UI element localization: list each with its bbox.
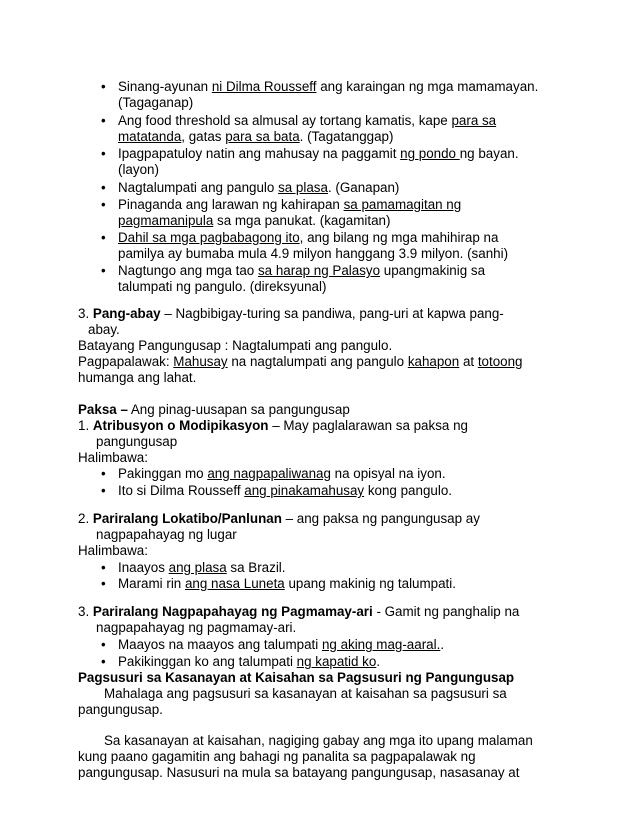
bullet-glyph: • (101, 637, 106, 652)
underlined-phrase: totoong (477, 354, 523, 369)
underlined-phrase: sa plasa (278, 180, 328, 195)
list-item (118, 197, 461, 213)
item1-cont: pangungusap (96, 434, 178, 449)
item2-term: Pariralang Lokatibo/Panlunan (92, 511, 282, 526)
list-item (118, 560, 286, 576)
list-item (118, 113, 496, 129)
list-item-cont (118, 279, 326, 295)
bullet-glyph: • (101, 230, 106, 245)
bullet-glyph: • (101, 197, 106, 212)
text-segment: Marami rin (118, 576, 185, 591)
pagsusuri-p2-line1: Sa kasanayan at kaisahan, nagiging gabay ang mga ito upang malaman (104, 733, 533, 748)
text-segment: talumpati ng pangulo. (direksyunal) (118, 279, 327, 294)
underlined-phrase: sa harap ng Palasyo (257, 263, 381, 278)
underlined-phrase: Mahusay (173, 354, 228, 369)
list-item (118, 483, 452, 499)
text-segment: Maayos na maayos ang talumpati (118, 637, 322, 652)
underlined-phrase: Dahil sa mga pagbabagong ito (118, 230, 300, 245)
text-segment: . (440, 637, 445, 652)
list-item (118, 146, 519, 162)
text-segment: sa Brazil. (226, 560, 286, 575)
item2-cont: nagpapahayag ng lugar (96, 527, 237, 542)
text-segment: . (Tagatanggap) (299, 129, 394, 144)
item2-halimbawa: Halimbawa: (78, 543, 148, 558)
item3-cont: nagpapahayag ng pagmamay-ari. (96, 620, 297, 635)
pang-abay-heading: 3. Pang-abay – Nagbibigay-turing sa pandiwa, pang-uri at kapwa pang- (78, 306, 504, 321)
item1-term: Atribusyon o Modipikasyon (92, 418, 269, 433)
bullet-glyph: • (101, 560, 106, 575)
list-item (118, 230, 498, 246)
pagsusuri-p2-line3: pangungusap. Nasusuri na mula sa batayang pangungusap, nasasanay at (78, 765, 520, 780)
text-segment: Nagtalumpati ang pangulo (118, 180, 279, 195)
bullet-glyph: • (101, 466, 106, 481)
text-segment: ang karaingan ng mga mamamayan. (316, 79, 539, 94)
text-segment: Inaayos (118, 560, 169, 575)
text-segment: na opisyal na iyon. (330, 466, 446, 481)
list-item (118, 576, 456, 592)
paksa-heading: Paksa – Ang pinag-uusapan sa pangungusap (78, 402, 350, 417)
pagpapalawak (78, 354, 523, 370)
text-segment: (layon) (118, 162, 159, 177)
text-segment: Pakinggan mo (118, 466, 208, 481)
text-segment: upangmakinig sa (380, 263, 486, 278)
bullet-glyph: • (101, 79, 106, 94)
bullet-glyph: • (101, 146, 106, 161)
text-segment: sa mga panukat. (kagamitan) (213, 213, 391, 228)
text-segment: , ang bilang ng mga mahihirap na (299, 230, 499, 245)
bullet-glyph: • (101, 654, 106, 669)
underlined-phrase: kahapon (407, 354, 460, 369)
text-segment: na nagtalumpati ang pangulo (227, 354, 408, 369)
pagsusuri-p1-line2: pangungusap. (78, 702, 163, 717)
text-segment: Pakikinggan ko ang talumpati (118, 654, 297, 669)
list-item-cont (118, 246, 508, 262)
underlined-phrase: ang nagpapaliwanag (207, 466, 331, 481)
list-item (118, 654, 380, 670)
bullet-glyph: • (101, 263, 106, 278)
underlined-phrase: ang pinakamahusay (244, 483, 365, 498)
text-segment: , gatas (181, 129, 226, 144)
list-item (118, 180, 399, 196)
text-segment: . (376, 654, 381, 669)
text-segment: at (459, 354, 478, 369)
item2-heading: 2. Pariralang Lokatibo/Panlunan – ang paksa ng pangungusap ay (78, 511, 480, 526)
text-segment: Sinang-ayunan (118, 79, 212, 94)
underlined-phrase: ng pondo (400, 146, 460, 161)
text-segment: (Tagaganap) (118, 95, 194, 110)
underlined-phrase: ang plasa (168, 560, 227, 575)
underlined-phrase: ang nasa Luneta (184, 576, 285, 591)
text-segment: . (Ganapan) (327, 180, 400, 195)
pagpapalawak-cont: humanga ang lahat. (78, 370, 197, 385)
list-item (118, 637, 444, 653)
list-item-cont (118, 213, 390, 229)
paksa-term: Paksa – (78, 402, 128, 417)
list-item-cont (118, 95, 193, 111)
bullet-glyph: • (101, 483, 106, 498)
underlined-phrase: ng kapatid ko (296, 654, 377, 669)
underlined-phrase: para sa (451, 113, 497, 128)
list-item-cont (118, 129, 393, 145)
underlined-phrase: ni Dilma Rousseff (211, 79, 317, 94)
text-segment: kong pangulo. (364, 483, 452, 498)
list-item (118, 263, 485, 279)
text-segment: Ipagpapatuloy natin ang mahusay na paggamit (118, 146, 401, 161)
pagsusuri-p1-line1: Mahalaga ang pagsusuri sa kasanayan at kaisahan sa pagsusuri sa (104, 686, 507, 701)
text-segment: Pagpapalawak: (78, 354, 174, 369)
underlined-phrase: matatanda (118, 129, 182, 144)
text-segment: ng bayan. (459, 146, 519, 161)
bullet-glyph: • (101, 113, 106, 128)
batayang-pangungusap: Batayang Pangungusap : Nagtalumpati ang pangulo. (78, 338, 393, 353)
pagsusuri-p2-line2: kung paano gagamitin ang bahagi ng panalita sa pagpapalawak ng (78, 749, 476, 764)
list-item-cont (118, 162, 159, 178)
text-segment: Pinaganda ang larawan ng kahirapan (118, 197, 344, 212)
item3-heading: 3. Pariralang Nagpapahayag ng Pagmamay-ari - Gamit ng panghalip na (78, 604, 520, 619)
pagsusuri-heading: Pagsusuri sa Kasanayan at Kaisahan sa Pagsusuri ng Pangungusap (78, 670, 515, 685)
list-item (118, 79, 538, 95)
underlined-phrase: sa pamamagitan ng (343, 197, 462, 212)
bullet-glyph: • (101, 180, 106, 195)
bullet-glyph: • (101, 576, 106, 591)
text-segment: Ang food threshold sa almusal ay tortang kamatis, kape (118, 113, 452, 128)
list-item (118, 466, 446, 482)
text-segment: upang makinig ng talumpati. (284, 576, 456, 591)
pang-abay-term: Pang-abay (92, 306, 161, 321)
text-segment: pamilya ay bumaba mula 4.9 milyon hanggang 3.9 milyon. (sanhi) (118, 246, 509, 261)
text-segment: Nagtungo ang mga tao (118, 263, 258, 278)
item1-halimbawa: Halimbawa: (78, 450, 148, 465)
item3-term: Pariralang Nagpapahayag ng Pagmamay-ari (92, 604, 373, 619)
underlined-phrase: pagmamanipula (118, 213, 214, 228)
item1-heading: 1. Atribusyon o Modipikasyon – May paglalarawan sa paksa ng (78, 418, 468, 433)
underlined-phrase: ng aking mag-aaral. (321, 637, 441, 652)
pang-abay-cont: abay. (88, 322, 120, 337)
underlined-phrase: para sa bata (225, 129, 300, 144)
text-segment: Ito si Dilma Rousseff (118, 483, 245, 498)
